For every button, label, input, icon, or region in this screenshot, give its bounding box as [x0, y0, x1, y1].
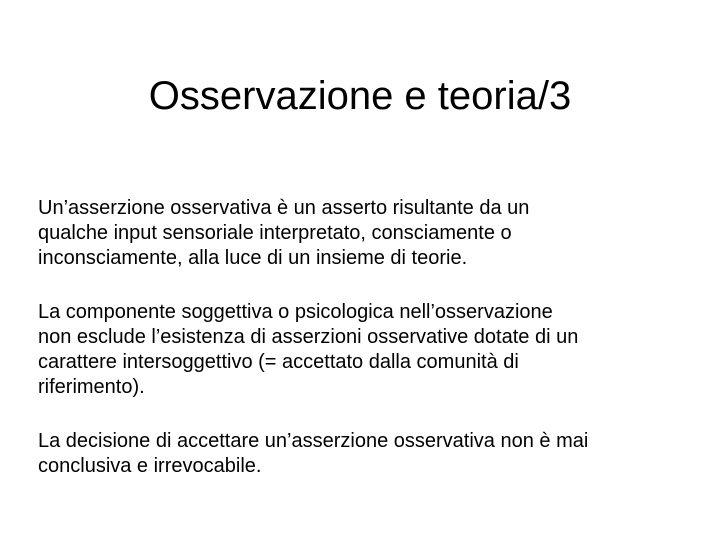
slide-title: Osservazione e teoria/3	[148, 74, 572, 118]
paragraph-line: La decisione di accettare un’asserzione osservativa non è mai	[38, 430, 589, 452]
paragraph-line: Un’asserzione osservativa è un asserto risultante da un	[38, 197, 530, 219]
paragraph-observational-assertion	[38, 196, 710, 271]
paragraph-line: conclusiva e irrevocabile.	[38, 455, 262, 477]
paragraph-line: riferimento).	[38, 376, 145, 398]
paragraph-subjective-component	[38, 300, 710, 400]
slide-body	[38, 196, 710, 479]
paragraph-line: qualche input sensoriale interpretato, consciamente o	[38, 222, 512, 244]
paragraph-line: inconsciamente, alla luce di un insieme di teorie.	[38, 247, 468, 269]
paragraph-line: carattere intersoggettivo (= accettato dalla comunità di	[38, 351, 519, 373]
paragraph-line: non esclude l’esistenza di asserzioni osservative dotate di un	[38, 326, 579, 348]
paragraph-line: La componente soggettiva o psicologica nell’osservazione	[38, 301, 553, 323]
paragraph-decision	[38, 429, 710, 479]
